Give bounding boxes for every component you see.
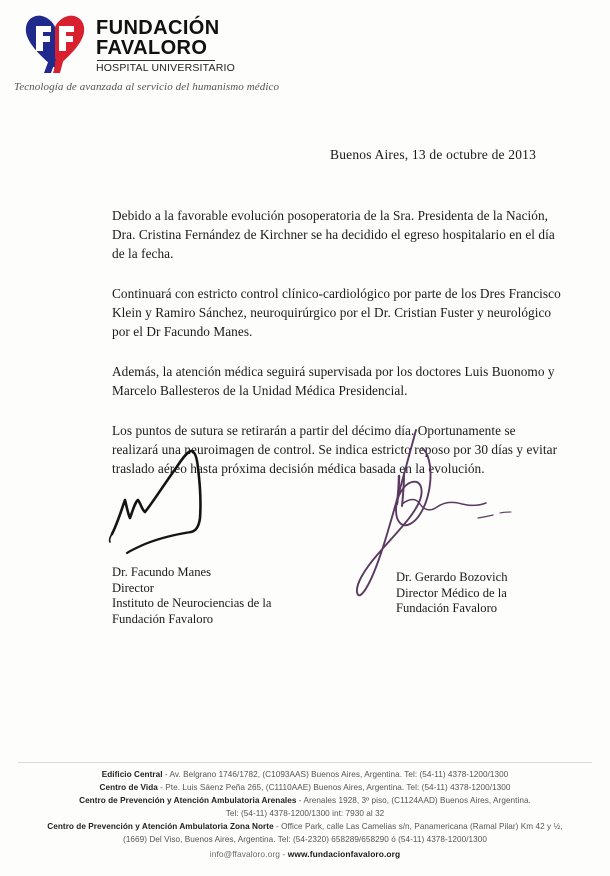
brand-line-2: FAVALORO — [96, 37, 208, 59]
signatory-title: Director — [112, 580, 154, 595]
paragraph-3: Además, la atención médica seguirá supervisada por los doctores Luis Buonomo y Marcelo Ballesteros de la Unidad Médica Presidencial. — [112, 364, 555, 398]
signatory-org-line-1: Fundación Favaloro — [396, 601, 498, 616]
brand-line-1: FUNDACIÓN — [96, 17, 220, 39]
footer-email[interactable]: info@ffavaloro.org — [209, 849, 280, 859]
footer-line-label: Edificio Central — [101, 770, 163, 779]
signatory-title: Director Médico de la — [396, 585, 507, 600]
signatory-name: Dr. Gerardo Bozovich — [396, 570, 508, 584]
footer-line — [0, 807, 610, 820]
footer — [0, 768, 610, 859]
signature-area — [0, 420, 610, 630]
paragraph-1: Debido a la favorable evolución posoperatoria de la Sra. Presidenta de la Nación, Dra. Cristina Fernández de Kirchner se ha decidido el egreso hospitalario en el día de la fecha. — [112, 208, 555, 261]
footer-line — [0, 781, 610, 794]
signatory-name: Dr. Facundo Manes — [112, 565, 211, 579]
footer-line-label: Centro de Prevención y Atención Ambulatoria Arenales — [79, 796, 297, 805]
footer-line-text: - Arenales 1928, 3º piso, (C1124AAD) Buenos Aires, Argentina. — [296, 796, 531, 805]
brand-tagline: Tecnología de avanzada al servicio del humanismo médico — [14, 81, 280, 93]
signatory-org-line-1: Instituto de Neurociencias de la — [112, 596, 272, 611]
footer-line-text: Tel: (54-11) 4378-1200/1300 int: 7930 al 32 — [225, 809, 385, 818]
footer-website[interactable]: www.fundacionfavaloro.org — [287, 849, 401, 859]
signature-block-left — [112, 565, 271, 627]
footer-line-text: - Office Park, calle Las Camelias s/n, Panamericana (Ramal Pilar) Km 42 y ½, — [273, 822, 563, 831]
brand-logo — [22, 12, 235, 74]
footer-contact — [0, 849, 610, 859]
signature-mark-facundo-manes — [108, 438, 258, 568]
signatory-org-line-2: Fundación Favaloro — [112, 611, 214, 626]
date-line: Buenos Aires, 13 de octubre de 2013 — [330, 147, 537, 162]
signature-block-right — [396, 570, 508, 617]
favaloro-heart-logo-icon — [22, 12, 88, 74]
paragraph-2: Continuará con estricto control clínico-cardiológico por parte de los Dres Francisco Klein y Ramiro Sánchez, neuroquirúrgico por el Dr. Cristian Fuster y neurológico por el Dr Facundo Manes. — [112, 286, 561, 339]
brand-wordmark — [96, 12, 235, 74]
brand-divider — [97, 60, 215, 61]
footer-line-label: Centro de Vida — [99, 783, 158, 792]
footer-separator: - — [280, 849, 288, 859]
paragraph-4: Los puntos de sutura se retirarán a partir del décimo día. Oportunamente se realizará una neuroimagen de control. Se indica estricto reposo por 30 días y evitar traslado aéreo hasta próxima decisión médica basada en la evolución. — [112, 423, 558, 476]
footer-line-text: - Pte. Luis Sáenz Peña 265, (C1110AAE) Buenos Aires, Argentina. Tel: (54-11) 4378-1200/1300 — [157, 783, 511, 792]
footer-line-label: Centro de Prevención y Atención Ambulatoria Zona Norte — [47, 822, 274, 831]
footer-divider — [18, 762, 592, 763]
letterhead — [0, 0, 610, 105]
footer-line — [0, 768, 610, 781]
footer-line — [0, 820, 610, 833]
footer-line — [0, 833, 610, 846]
brand-subtitle: HOSPITAL UNIVERSITARIO — [96, 62, 235, 74]
footer-line-text: (1669) Del Viso, Buenos Aires, Argentina. Tel: (54-2320) 658289/658290 ó (54-11) 4378-1200/1300 — [123, 835, 487, 844]
footer-line-text: - Av. Belgrano 1746/1782, (C1093AAS) Buenos Aires, Argentina. Tel: (54-11) 4378-1200/1300 — [162, 770, 509, 779]
footer-line — [0, 794, 610, 807]
